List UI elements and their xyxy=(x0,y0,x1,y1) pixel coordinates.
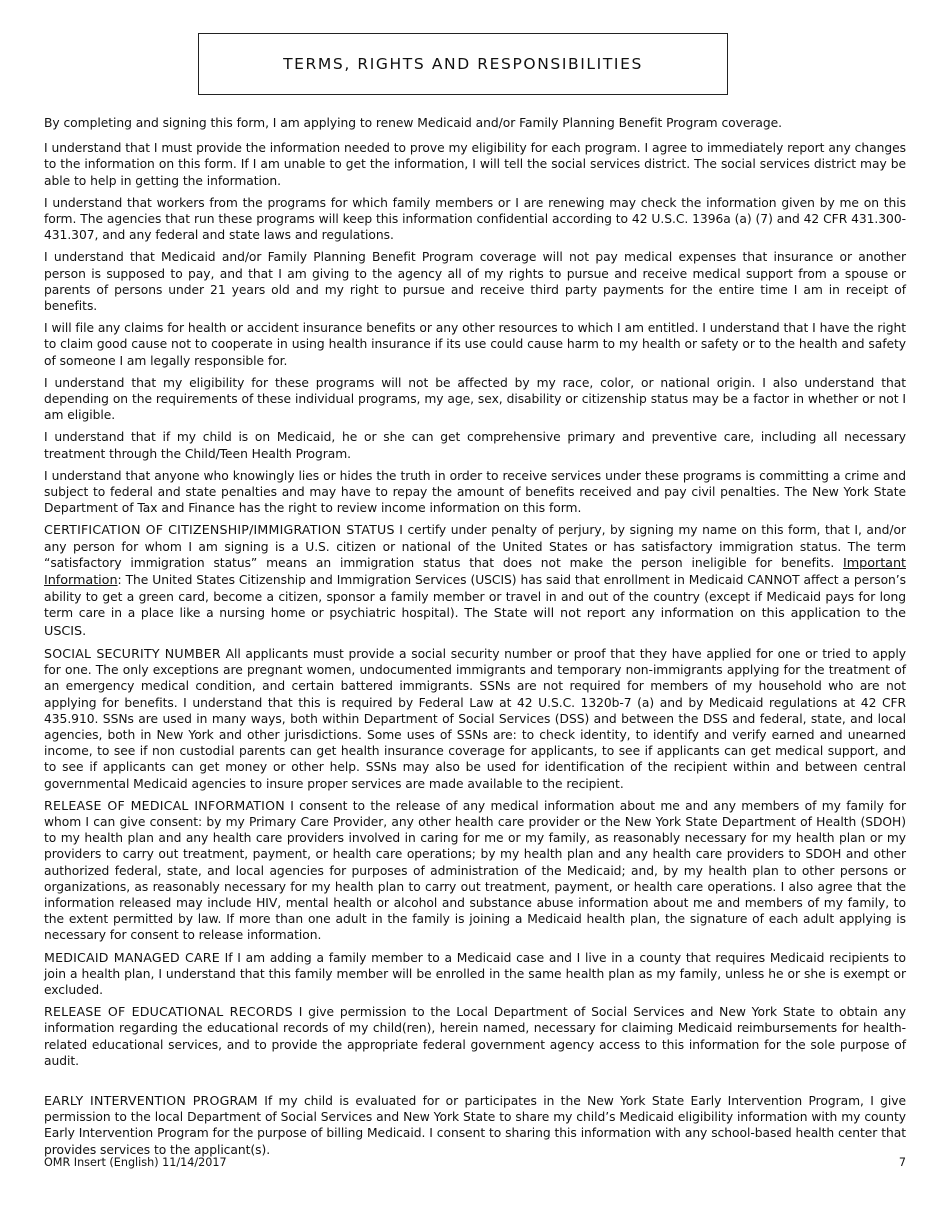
citizenship-text-a: I certify under penalty of perjury, by signing my name on this form, that I, and/or any person for whom I am signing is a U.S. citizen or national of the United States or has satisfactory immigration status. The term “satisfactory immigration status” means an immigration status that does not make the person ineligible for benefits. xyxy=(44,523,906,570)
section-managed-care xyxy=(44,950,906,999)
title-box xyxy=(198,33,728,95)
educational-text: I give permission to the Local Department of Social Services and New York State to obtain any information regarding the educational records of my child(ren), herein named, necessary for claiming Medicaid reimbursements for health-related educational services, and to provide the appropriate federal government agency access to this information for the sole purpose of audit. xyxy=(44,1005,907,1068)
paragraph-provide-information: I understand that I must provide the information needed to prove my eligibility for each program. I agree to immediately report any changes to the information on this form. If I am unable to get the information, I will tell the social services district. The social services district may be able to help in getting the information. xyxy=(44,141,906,188)
paragraph-child-teen: I understand that if my child is on Medicaid, he or she can get comprehensive primary and preventive care, including all necessary treatment through the Child/Teen Health Program. xyxy=(44,430,906,461)
terms-body xyxy=(44,115,906,1164)
early-text: If my child is evaluated for or participates in the New York State Early Intervention Program, I give permission to the local Department of Social Services and New York State to share my child’s Medicaid eligibility information with my county Early Intervention Program for the purpose of billing Medicaid. I consent to sharing this information with any school-based health center that provides services to the applicant(s). xyxy=(44,1093,907,1157)
medical-heading: RELEASE OF MEDICAL INFORMATION xyxy=(44,797,285,813)
paragraph-penalties: I understand that anyone who knowingly lies or hides the truth in order to receive services under these programs is committing a crime and subject to federal and state penalties and may have to repay the amount of benefits received and pay civil penalties. The New York State Department of Tax and Finance has the right to review income information on this form. xyxy=(44,468,906,516)
section-educational-records xyxy=(44,1004,906,1069)
section-citizenship xyxy=(44,522,906,639)
page-title: TERMS, RIGHTS AND RESPONSIBILITIES xyxy=(283,55,643,73)
paragraph-applying: By completing and signing this form, I am applying to renew Medicaid and/or Family Planning Benefit Program coverage. xyxy=(44,116,783,130)
citizenship-text-b: : The United States Citizenship and Immigration Services (USCIS) has said that enrollment in Medicaid CANNOT affect a person’s ability to get a green card, become a citizen, sponsor a family member or travel in and out of the country (except if Medicaid pays for long term care in a place like a nursing home or psychiatric hospital). xyxy=(44,573,906,621)
section-ssn xyxy=(44,646,906,792)
citizenship-heading: CERTIFICATION OF CITIZENSHIP/IMMIGRATION STATUS xyxy=(44,522,395,538)
paragraph-file-claims: I will file any claims for health or accident insurance benefits or any other resources to which I am entitled. I understand that I have the right to claim good cause not to cooperate in using health insurance if its use could cause harm to my health or safety or to the health and safety of someone I am legally responsible for. xyxy=(44,321,906,368)
section-medical-release xyxy=(44,798,906,944)
managed-text: If I am adding a family member to a Medicaid case and I live in a county that requires Medicaid recipients to join a health plan, I understand that this family member will be enrolled in the same health plan as my family, unless he or she is exempt or excluded. xyxy=(44,950,906,997)
page-number: 7 xyxy=(898,1156,906,1169)
educational-heading: RELEASE OF EDUCATIONAL RECORDS xyxy=(44,1004,293,1020)
ssn-text: All applicants must provide a social security number or proof that they have applied for one or tried to apply for one. The only exceptions are pregnant women, undocumented immigrants and temporary non-immigrants applying for the treatment of an emergency medical condition, and certain battered immigrants. SSNs are not required for members of my household who are not applying for benefits. I understand that this is required by Federal Law at 42 U.S.C. 1320b-7 (a) and by Medicaid regulations at 42 CFR 435.910. SSNs are used in many ways, both within Department of Social Services (DSS) and between the DSS and federal, state, and local agencies, both in New York and other jurisdictions. Some uses of SSNs are: to check identity, to identify and verify earned and unearned income, to see if non custodial parents can get health insurance coverage for applicants, to see if applicants can get medical support, and to see if applicants can get money or other help. SSNs may also be used for identification of the recipient within and between central governmental Medicaid agencies to insure proper services are made available to the recipient. xyxy=(44,646,906,791)
early-heading: EARLY INTERVENTION PROGRAM xyxy=(44,1092,258,1108)
paragraph-medical-support: I understand that Medicaid and/or Family Planning Benefit Program coverage will not pay medical expenses that insurance or another person is supposed to pay, and that I am giving to the agency all of my rights to pursue and receive medical support from a spouse or parents of persons under 21 years old and my right to pursue and receive third party payments for the entire time I am in receipt of benefits. xyxy=(44,250,906,314)
managed-heading: MEDICAID MANAGED CARE xyxy=(44,949,220,965)
page-footer xyxy=(44,1156,906,1169)
section-spacer xyxy=(44,1075,906,1093)
citizenship-text-c: The State will not report any information on this application to the USCIS. xyxy=(44,606,906,639)
paragraph-workers-check: I understand that workers from the programs for which family members or I are renewing may check the information given by me on this form. The agencies that run these programs will keep this information confidential according to 42 U.S.C. 1396a (a) (7) and 42 CFR 431.300-431.307, and any federal and state laws and regulations. xyxy=(44,195,906,243)
ssn-heading: SOCIAL SECURITY NUMBER xyxy=(44,645,221,661)
paragraph-eligibility: I understand that my eligibility for these programs will not be affected by my race, color, or national origin. I also understand that depending on the requirements of these individual programs, my age, sex, disability or citizenship status may be a factor in whether or not I am eligible. xyxy=(44,375,906,423)
medical-text: I consent to the release of any medical information about me and any members of my family for whom I can give consent: by my Primary Care Provider, any other health care provider or the New York State Department of Health (SDOH) to my health plan and any health care providers involved in caring for me or my family, as reasonably necessary for my health plan or my providers to carry out treatment, payment, or health care operations; by my health plan and any health care providers to SDOH and other authorized federal, state, and local agencies for purposes of administration of the Medicaid; and, by my health plan to other persons or organizations, as reasonably necessary for my health plan to carry out treatment, payment, or health care operations. I also agree that the information released may include HIV, mental health or alcohol and substance abuse information about me and members of my family, to the extent permitted by law. If more than one adult in the family is joining a Medicaid health plan, the signature of each adult applying is necessary for consent to release information. xyxy=(44,798,907,943)
section-early-intervention xyxy=(44,1093,906,1158)
important-information-label: Important Information xyxy=(44,555,906,589)
form-id: OMR Insert (English) 11/14/2017 xyxy=(44,1156,227,1169)
